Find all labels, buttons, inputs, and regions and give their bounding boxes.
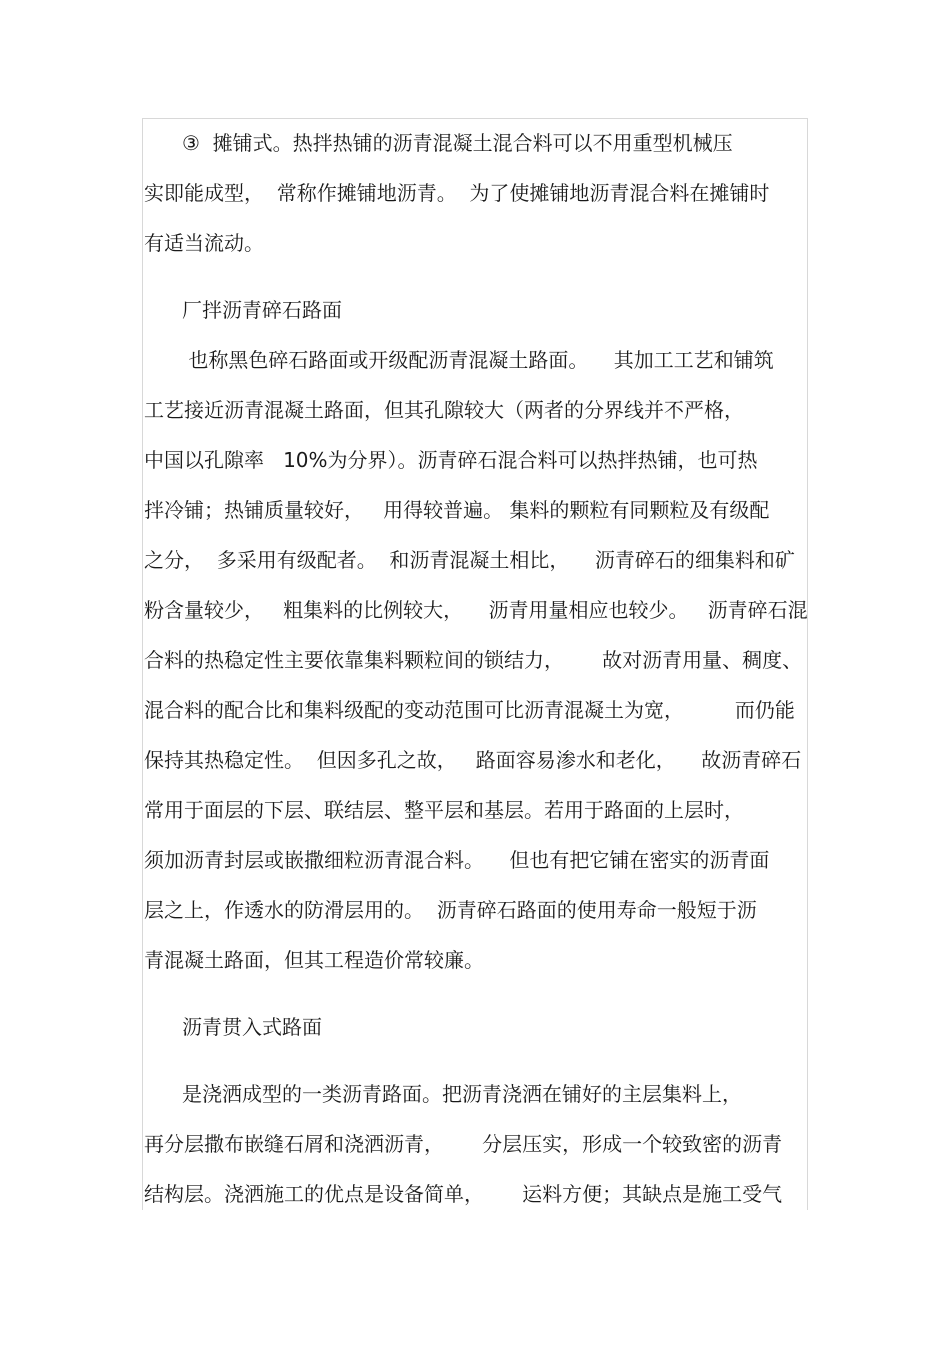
paragraph-penetration-macadam: [144, 1069, 808, 1219]
section-heading-plant-mixed-macadam: [144, 285, 808, 335]
text-line: 混合料的配合比和集料级配的变动范围可比沥青混凝土为宽， 而仍能: [144, 698, 795, 722]
text-line: 是浇洒成型的一类沥青路面。把沥青浇洒在铺好的主层集料上，: [182, 1082, 742, 1106]
text-line: 再分层撒布嵌缝石屑和浇洒沥青， 分层压实，形成一个较致密的沥青: [144, 1132, 783, 1156]
section-heading: 沥青贯入式路面: [182, 1015, 322, 1039]
text-line: 层之上，作透水的防滑层用的。 沥青碎石路面的使用寿命一般短于沥: [144, 898, 757, 922]
text-line: 拌冷铺；热铺质量较好， 用得较普遍。 集料的颗粒有同颗粒及有级配: [144, 498, 770, 522]
text-line: 合料的热稳定性主要依靠集料颗粒间的锁结力， 故对沥青用量、稠度、: [144, 648, 803, 672]
document-body: [144, 118, 808, 1219]
text-line: 实即能成型， 常称作摊铺地沥青。 为了使摊铺地沥青混合料在摊铺时: [144, 181, 770, 205]
text-line: 之分， 多采用有级配者。 和沥青混凝土相比， 沥青碎石的细集料和矿: [144, 548, 795, 572]
section-heading: 厂拌沥青碎石路面: [182, 298, 342, 322]
paragraph-plant-mixed-macadam: [144, 335, 808, 985]
text-line: 常用于面层的下层、联结层、整平层和基层。若用于路面的上层时，: [144, 798, 744, 822]
text-line: 保持其热稳定性。 但因多孔之故， 路面容易渗水和老化， 故沥青碎石: [144, 748, 802, 772]
text-line: 须加沥青封层或嵌撒细粒沥青混合料。 但也有把它铺在密实的沥青面: [144, 848, 770, 872]
text-line: 结构层。浇洒施工的优点是设备简单， 运料方便；其缺点是施工受气: [144, 1182, 783, 1206]
text-line: 也称黑色碎石路面或开级配沥青混凝土路面。 其加工工艺和铺筑: [182, 348, 774, 372]
text-line: 工艺接近沥青混凝土路面，但其孔隙较大（两者的分界线并不严格，: [144, 398, 744, 422]
paragraph-paving-type: [144, 118, 808, 268]
section-heading-penetration-macadam: [144, 1002, 808, 1052]
text-line: 中国以孔隙率 10%为分界）。沥青碎石混合料可以热拌热铺，也可热: [144, 448, 758, 472]
text-line: 有适当流动。: [144, 231, 264, 255]
text-line: ③ 摊铺式。热拌热铺的沥青混凝土混合料可以不用重型机械压: [182, 131, 733, 155]
text-line: 青混凝土路面，但其工程造价常较廉。: [144, 948, 484, 972]
page-frame-left-border: [142, 118, 143, 1210]
text-line: 粉含量较少， 粗集料的比例较大， 沥青用量相应也较少。 沥青碎石混: [144, 598, 808, 622]
